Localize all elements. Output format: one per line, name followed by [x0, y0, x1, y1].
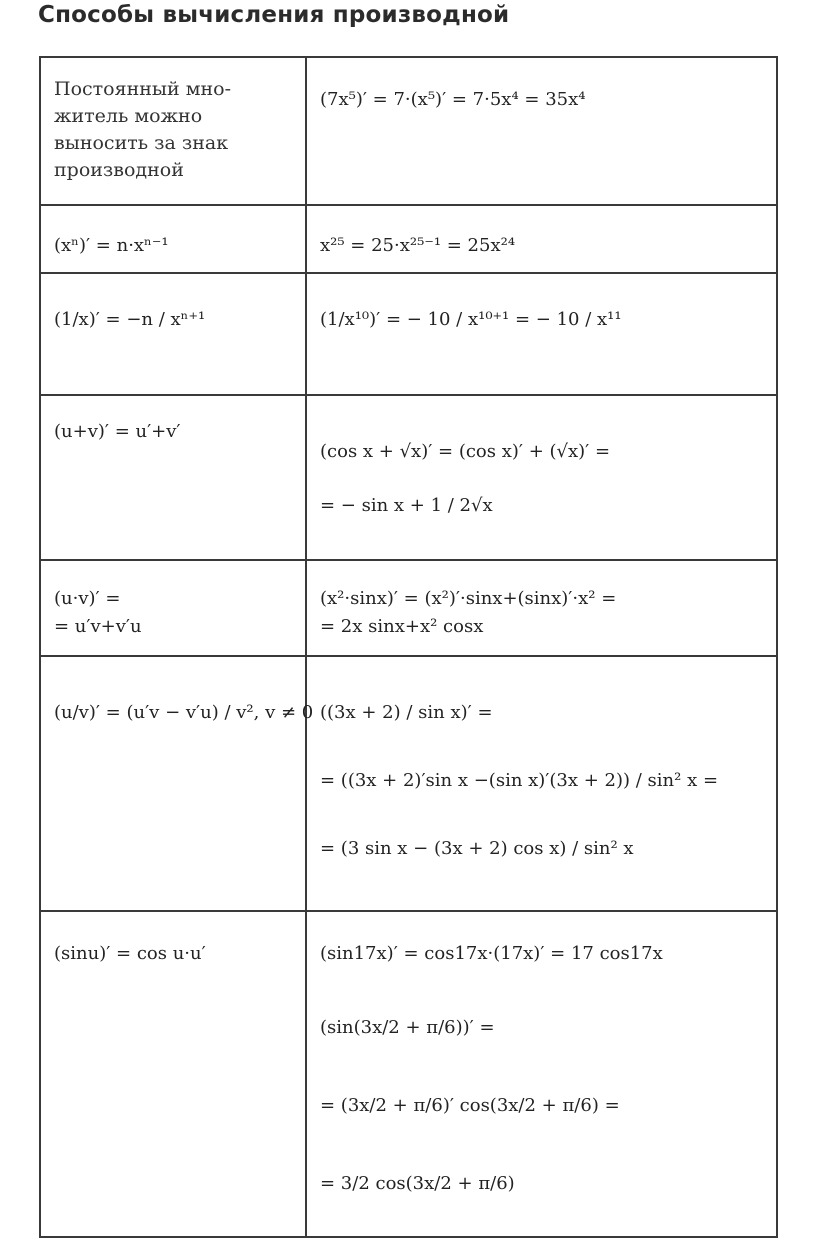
rule-formula: (u·v)′ =: [54, 588, 121, 609]
rule-line: производной: [54, 159, 184, 181]
rule-formula: (xⁿ)′ = n·xⁿ⁻¹: [54, 235, 169, 256]
rule-cell: [40, 273, 306, 395]
rule-formula: (sinu)′ = cos u·u′: [54, 943, 206, 964]
rule-formula: (u+v)′ = u′+v′: [54, 421, 181, 442]
example-formula: = 2x sinx+x² cosx: [320, 616, 484, 637]
example-formula: (sin17x)′ = cos17x·(17x)′ = 17 cos17x: [320, 943, 663, 964]
example-cell: [306, 395, 777, 560]
example-cell: [306, 273, 777, 395]
table-row: [40, 57, 777, 205]
rule-cell: [40, 560, 306, 656]
example-cell: [306, 656, 777, 911]
example-formula: ((3x + 2) / sin x)′ =: [320, 702, 493, 723]
rule-cell: [40, 395, 306, 560]
example-formula: = − sin x + 1 / 2√x: [320, 495, 493, 516]
rule-line: житель можно: [54, 105, 203, 127]
rule-line: Постоянный мно-: [54, 78, 232, 100]
table-row: [40, 273, 777, 395]
example-formula: (cos x + √x)′ = (cos x)′ + (√x)′ =: [320, 441, 611, 462]
rule-formula: (1/x)′ = −n / xⁿ⁺¹: [54, 309, 206, 330]
rule-formula: = u′v+v′u: [54, 616, 142, 637]
example-formula: = (3 sin x − (3x + 2) cos x) / sin² x: [320, 838, 634, 859]
example-formula: = (3x/2 + π/6)′ cos(3x/2 + π/6) =: [320, 1095, 620, 1116]
table-row: [40, 911, 777, 1237]
table-row: [40, 395, 777, 560]
example-formula: x²⁵ = 25·x²⁵⁻¹ = 25x²⁴: [320, 235, 516, 256]
example-formula: (x²·sinx)′ = (x²)′·sinx+(sinx)′·x² =: [320, 588, 617, 609]
rule-line: выносить за знак: [54, 132, 229, 154]
rule-formula: (u/v)′ = (u′v − v′u) / v², v ≠ 0: [54, 702, 314, 723]
table-row: [40, 205, 777, 273]
rule-cell: [40, 911, 306, 1237]
rule-cell: [40, 205, 306, 273]
page-title: Способы вычисления производной: [38, 2, 510, 28]
example-formula: (sin(3x/2 + π/6))′ =: [320, 1017, 495, 1038]
example-cell: [306, 205, 777, 273]
example-cell: [306, 57, 777, 205]
example-cell: [306, 911, 777, 1237]
example-formula: (7x⁵)′ = 7·(x⁵)′ = 7·5x⁴ = 35x⁴: [320, 89, 586, 110]
example-cell: [306, 560, 777, 656]
rule-cell: [40, 57, 306, 205]
example-formula: = ((3x + 2)′sin x −(sin x)′(3x + 2)) / sin² x =: [320, 770, 719, 791]
table-row: [40, 560, 777, 656]
example-formula: (1/x¹⁰)′ = − 10 / x¹⁰⁺¹ = − 10 / x¹¹: [320, 309, 622, 330]
table-row: [40, 656, 777, 911]
example-formula: = 3/2 cos(3x/2 + π/6): [320, 1173, 515, 1194]
derivative-table: [39, 56, 778, 1238]
rule-cell: [40, 656, 314, 911]
